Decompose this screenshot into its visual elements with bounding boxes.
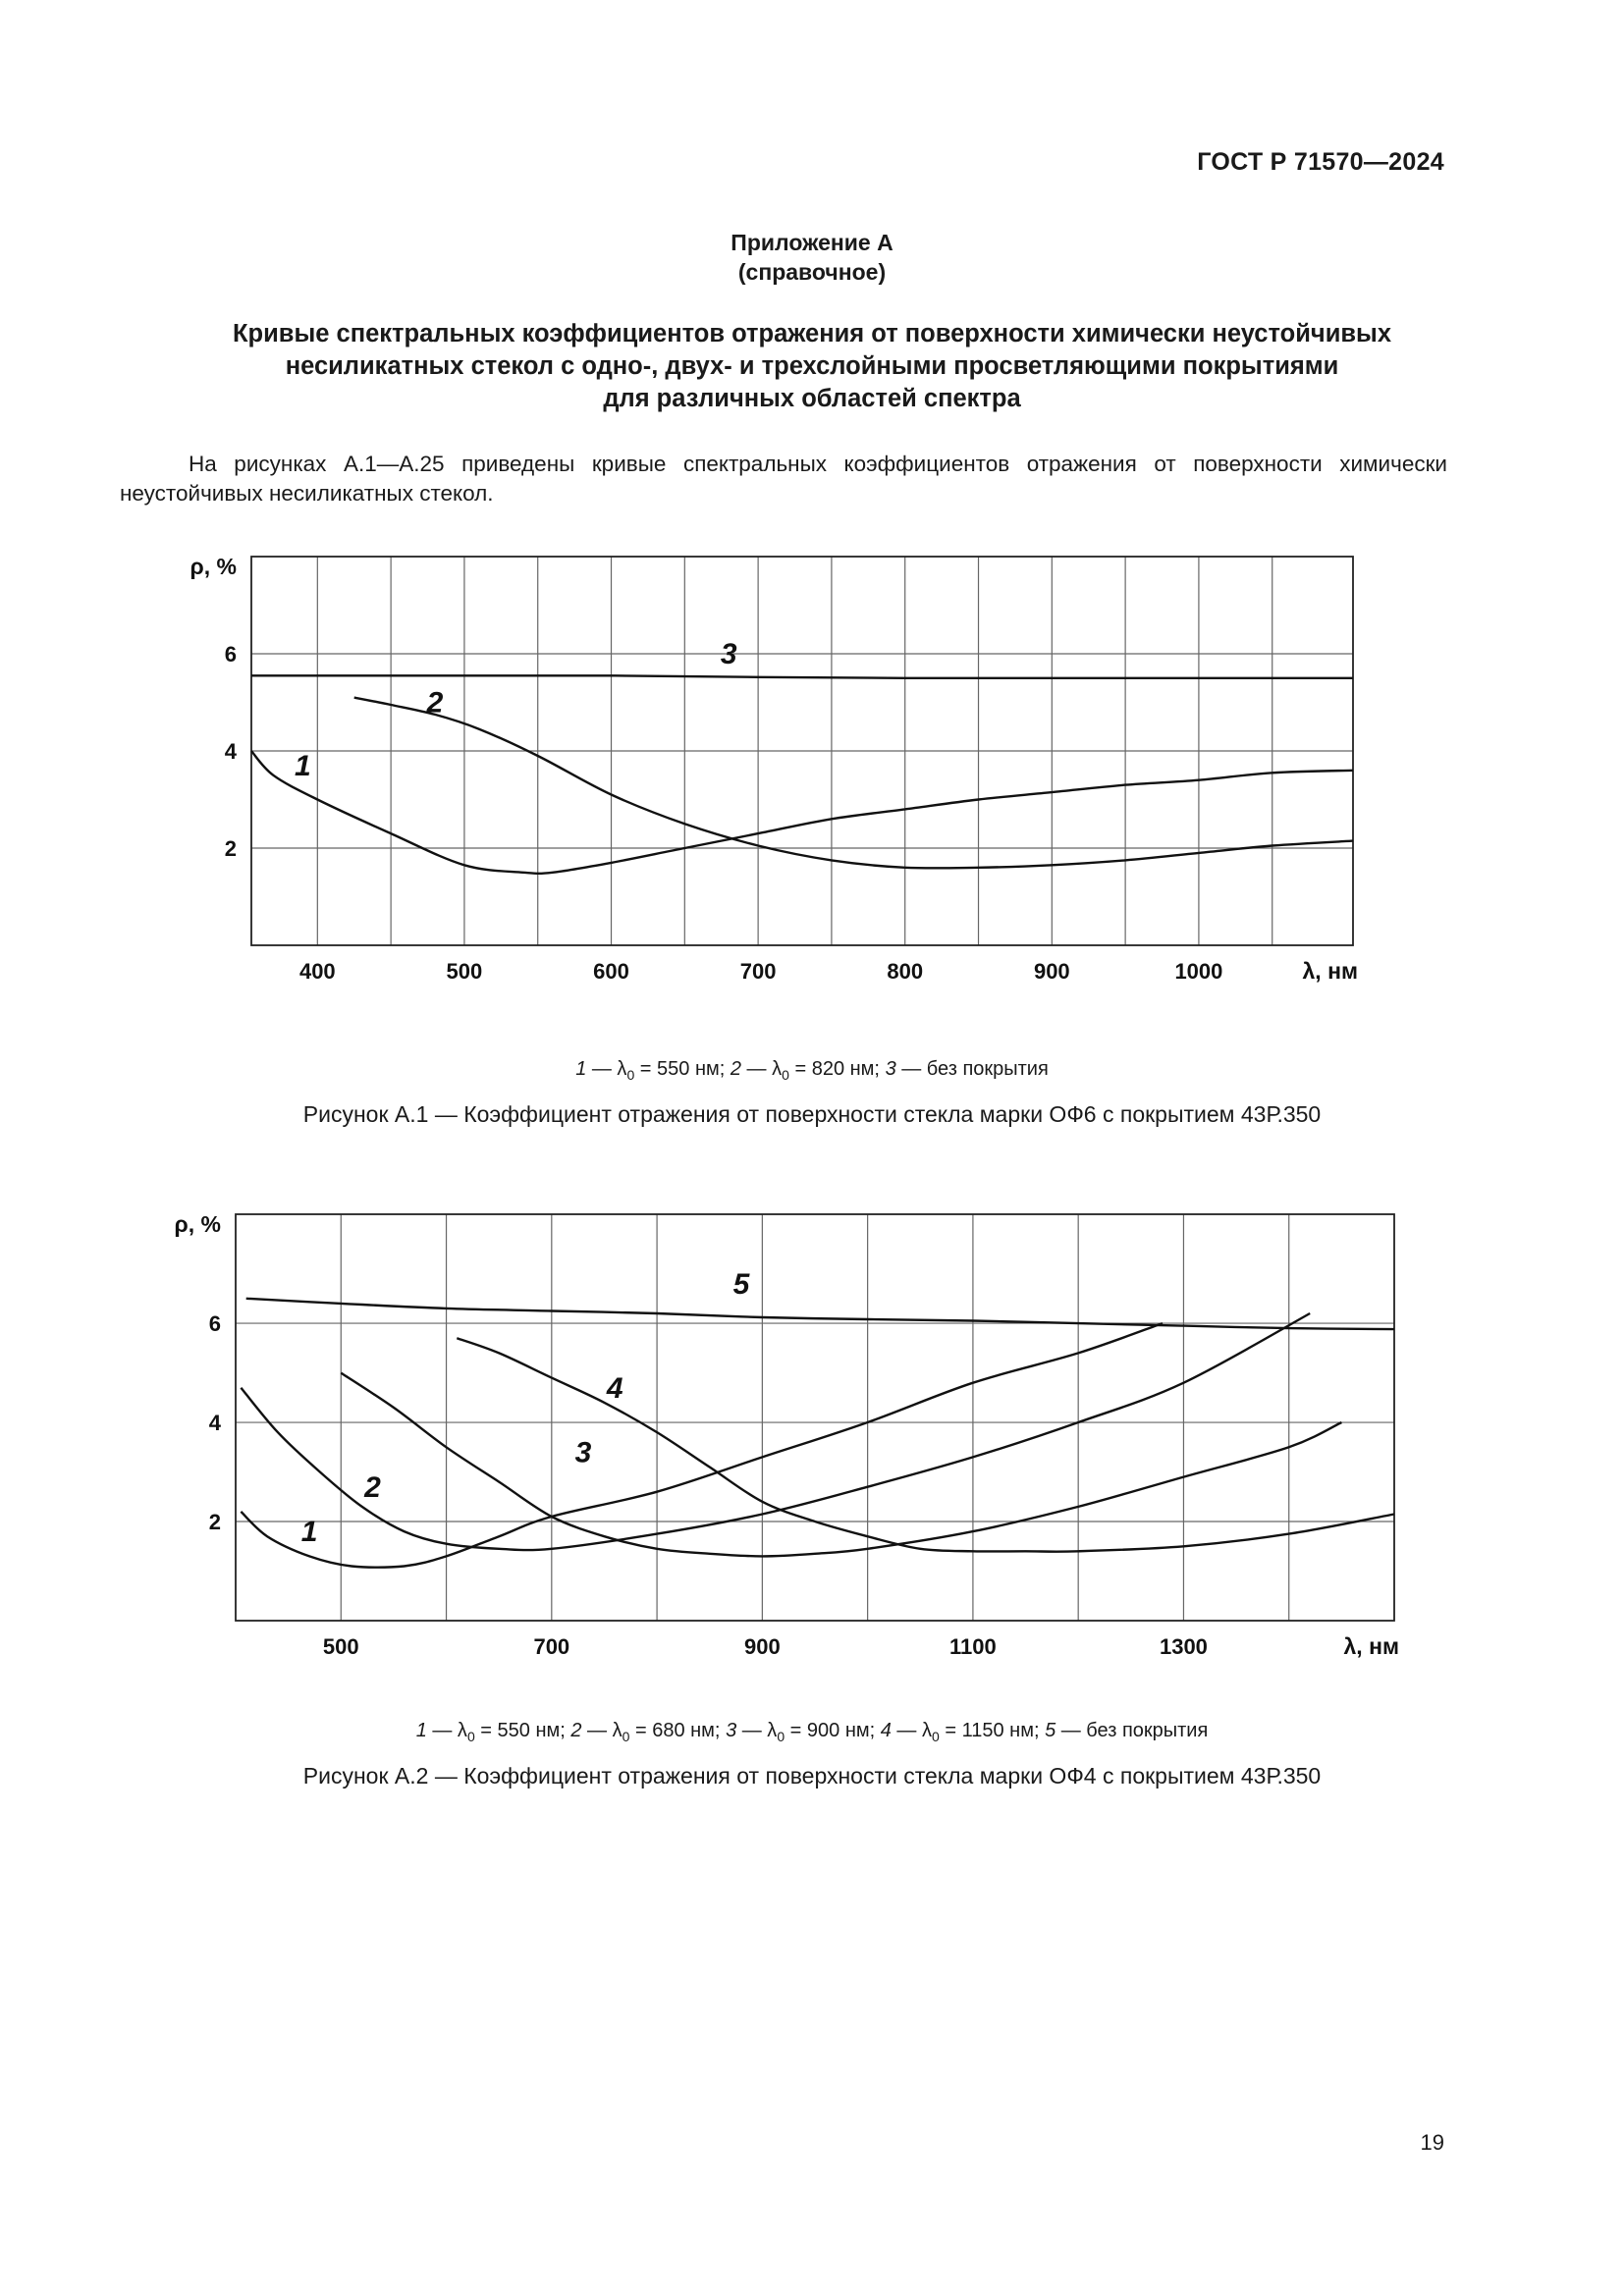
title-line: несиликатных стекол с одно-, двух- и трехслойными просветляющими покрытиями	[285, 352, 1339, 380]
series-line-3	[251, 675, 1353, 678]
curve-label: 1	[300, 1516, 318, 1549]
x-tick-label: 1300	[1159, 1634, 1208, 1659]
y-tick-label: 4	[224, 739, 237, 764]
legend-value: = 820 нм;	[788, 1058, 886, 1080]
x-tick-label: 700	[739, 959, 777, 984]
y-tick-label: 2	[208, 1510, 221, 1535]
appendix-subtitle: (справочное)	[737, 259, 887, 285]
legend-subscript: 0	[777, 1729, 785, 1744]
appendix-title: Приложение А	[731, 230, 893, 255]
caption-figure-a1: Рисунок А.1 — Коэффициент отражения от поверхности стекла марки ОФ6 с покрытием 43Р.350	[302, 1101, 1322, 1127]
document-code: ГОСТ Р 71570—2024	[1197, 148, 1444, 176]
legend-subscript: 0	[626, 1067, 635, 1083]
chart-figure-a2	[0, 1188, 1624, 1659]
x-tick-label: 1000	[1174, 959, 1223, 984]
series-line-2	[241, 1313, 1310, 1550]
x-tick-label: 500	[322, 1634, 359, 1659]
legend-number: 4	[880, 1720, 892, 1741]
title-line: для различных областей спектра	[603, 385, 1021, 412]
curve-label: 3	[720, 637, 737, 670]
legend-subscript: 0	[466, 1729, 475, 1744]
legend-text: — λ	[741, 1058, 783, 1080]
curve-label: 2	[364, 1470, 381, 1504]
legend-number: 1	[415, 1720, 427, 1741]
legend-number: 1	[575, 1058, 587, 1080]
series-line-4	[457, 1338, 1394, 1552]
x-axis-label: λ, нм	[1343, 1633, 1399, 1659]
x-tick-label: 700	[533, 1634, 570, 1659]
y-tick-label: 6	[208, 1311, 221, 1337]
intro-paragraph: На рисунках А.1—А.25 приведены кривые спектральных коэффициентов отражения от поверхности химически неустойчивых несиликатных стекол.	[120, 452, 1447, 506]
legend-value: = 550 нм;	[474, 1720, 571, 1741]
legend-value: = 680 нм;	[629, 1720, 727, 1741]
legend-number: 3	[885, 1058, 896, 1080]
legend-subscript: 0	[932, 1729, 940, 1744]
legend-figure-a1	[0, 1058, 1624, 1083]
legend-value: = 900 нм;	[785, 1720, 881, 1741]
legend-text: — без покрытия	[1056, 1720, 1209, 1741]
curve-label: 2	[426, 686, 444, 720]
legend-text: — λ	[581, 1720, 623, 1741]
legend-text: — λ	[586, 1058, 627, 1080]
legend-number: 2	[570, 1720, 582, 1741]
curve-label: 1	[295, 749, 311, 782]
x-tick-label: 1100	[949, 1634, 997, 1659]
x-tick-label: 600	[593, 959, 629, 984]
legend-value: = 550 нм;	[634, 1058, 731, 1080]
y-tick-label: 4	[208, 1411, 221, 1436]
legend-value: = 1150 нм;	[939, 1720, 1046, 1741]
legend-number: 2	[730, 1058, 741, 1080]
y-tick-label: 2	[224, 836, 237, 861]
legend-text: — λ	[426, 1720, 467, 1741]
y-tick-label: 6	[224, 642, 237, 667]
chart-figure-a1	[0, 530, 1624, 1001]
x-tick-label: 800	[887, 959, 924, 984]
legend-number: 3	[726, 1720, 737, 1741]
legend-text: — λ	[736, 1720, 778, 1741]
legend-subscript: 0	[622, 1729, 630, 1744]
x-tick-label: 400	[298, 959, 336, 984]
plot-frame	[236, 1214, 1394, 1621]
curve-label: 3	[574, 1436, 592, 1469]
series-line-2	[354, 698, 1353, 869]
legend-number: 5	[1045, 1720, 1056, 1741]
title-line: Кривые спектральных коэффициентов отражения от поверхности химически неустойчивых	[232, 320, 1392, 347]
legend-text: — без покрытия	[895, 1058, 1049, 1080]
series-line-5	[246, 1299, 1394, 1329]
legend-figure-a2	[0, 1720, 1624, 1744]
y-axis-label: ρ, %	[174, 1211, 221, 1237]
x-axis-label: λ, нм	[1302, 958, 1358, 984]
x-tick-label: 900	[744, 1634, 781, 1659]
curve-label: 5	[732, 1267, 750, 1301]
page-number: 19	[1420, 2130, 1444, 2155]
caption-figure-a2: Рисунок А.2 — Коэффициент отражения от поверхности стекла марки ОФ4 с покрытием 43Р.350	[302, 1763, 1322, 1789]
y-axis-label: ρ, %	[189, 554, 237, 579]
section-title	[0, 318, 1624, 415]
curve-label: 4	[606, 1371, 623, 1405]
appendix-heading	[0, 228, 1624, 287]
x-tick-label: 900	[1033, 959, 1070, 984]
x-tick-label: 500	[446, 959, 483, 984]
legend-text: — λ	[891, 1720, 932, 1741]
series-line-1	[241, 1323, 1163, 1568]
legend-subscript: 0	[782, 1067, 789, 1083]
